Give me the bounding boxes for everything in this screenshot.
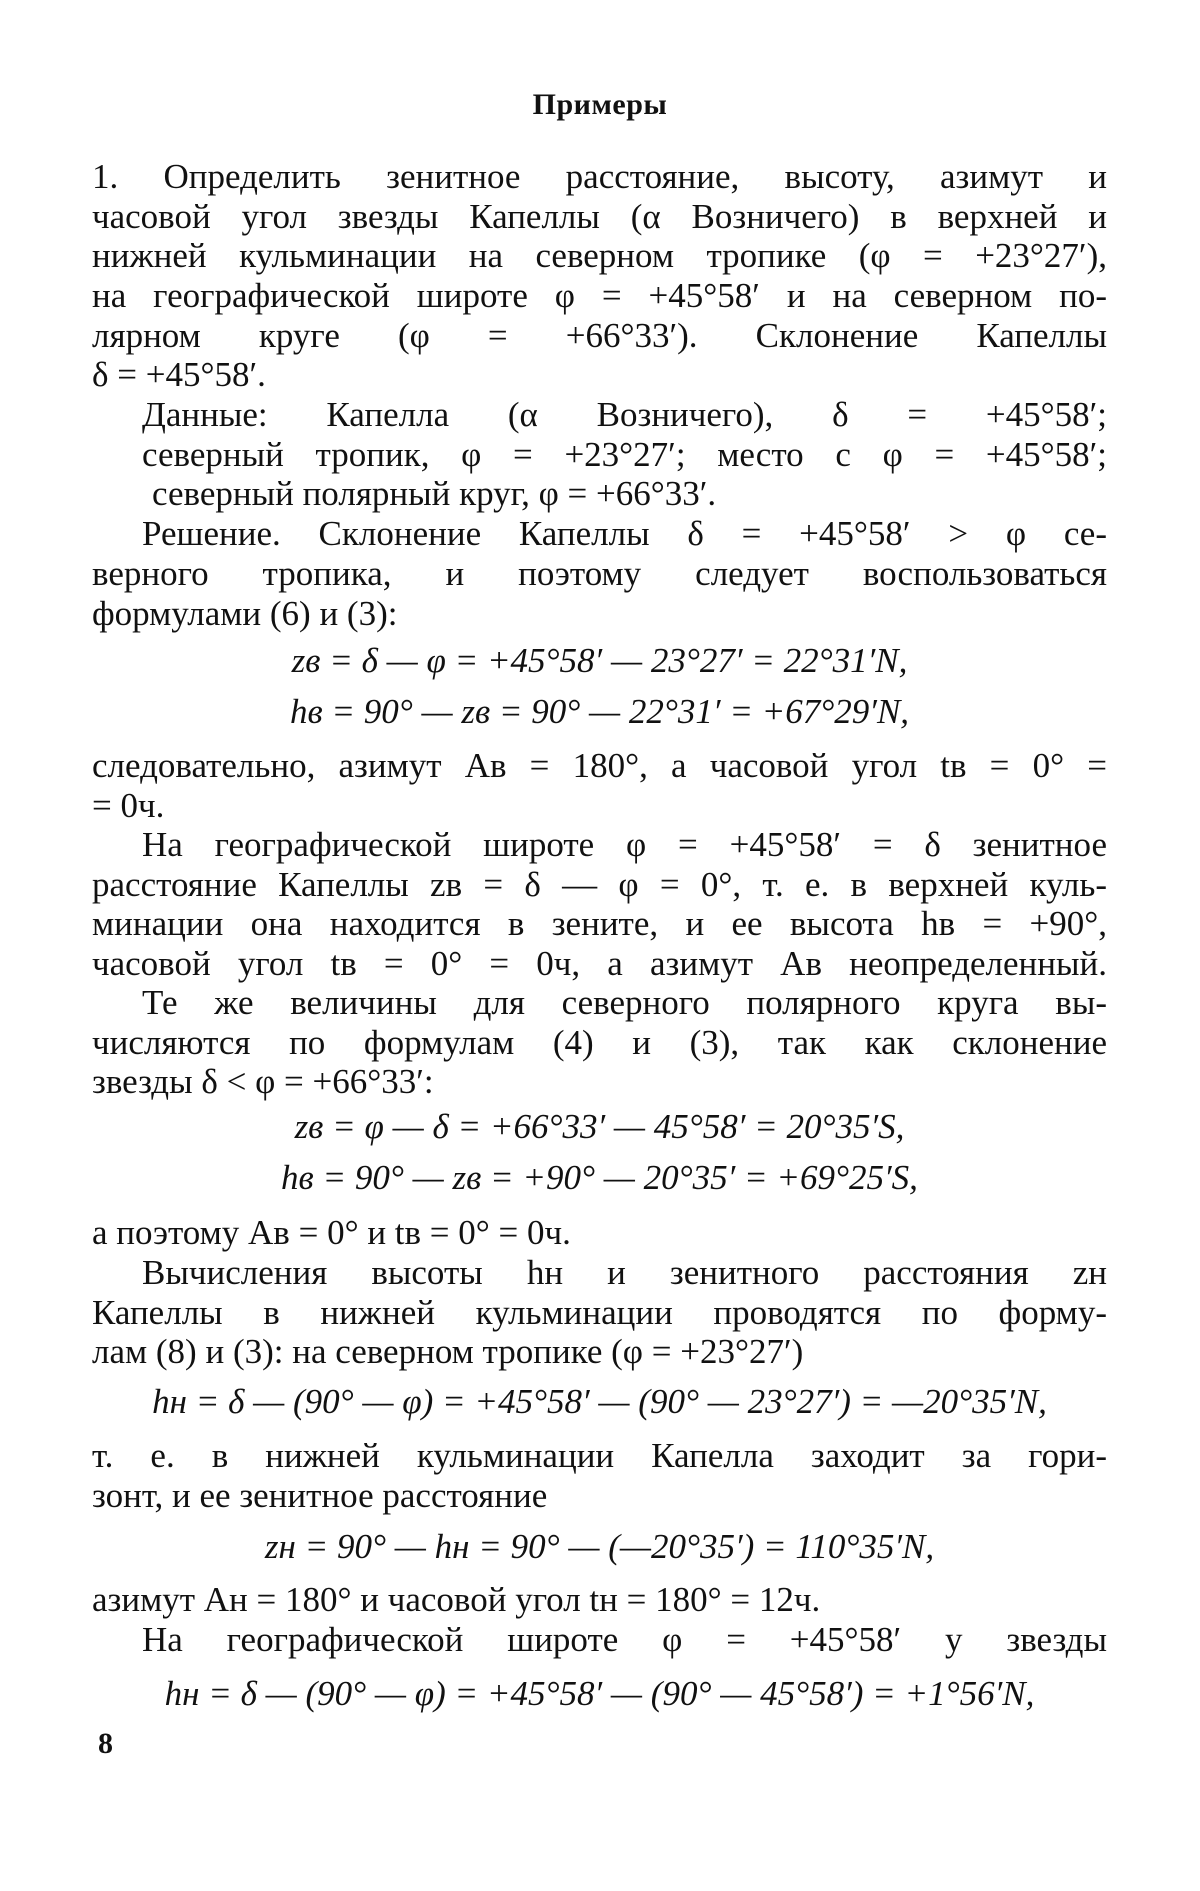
text-line: нижней кульминации на северном тропике (φ = +23°27′), — [92, 236, 1107, 275]
text-line: азимут Aн = 180° и часовой угол tн = 180° = 12ч. — [92, 1580, 821, 1619]
text-line: зонт, и ее зенитное расстояние — [92, 1476, 548, 1515]
text-line: лярном круге (φ = +66°33′). Склонение Капеллы — [92, 316, 1107, 355]
text-line: часовой угол tв = 0° = 0ч, а азимут Aв неопределенный. — [92, 944, 1107, 983]
text-line: Капеллы в нижней кульминации проводятся по форму- — [92, 1293, 1107, 1332]
page-number: 8 — [98, 1727, 113, 1760]
text-line: расстояние Капеллы zв = δ — φ = 0°, т. е. в верхней куль- — [92, 865, 1107, 904]
text-line: На географической широте φ = +45°58′ у звезды — [142, 1620, 1107, 1659]
text-line: на географической широте φ = +45°58′ и на северном по- — [92, 276, 1107, 315]
data-line: северный полярный круг, φ = +66°33′. — [152, 474, 717, 513]
equation: zн = 90° — hн = 90° — (—20°35′) = 110°35′N, — [264, 1527, 935, 1566]
text-line: т. е. в нижней кульминации Капелла заходит за гори- — [92, 1436, 1107, 1475]
text-line: формулами (6) и (3): — [92, 594, 398, 633]
equation: hв = 90° — zв = 90° — 22°31′ = +67°29′N, — [289, 692, 910, 731]
text-line: Вычисления высоты hн и зенитного расстояния zн — [142, 1253, 1107, 1292]
data-line: Данные: Капелла (α Возничего), δ = +45°58′; — [142, 395, 1107, 434]
text-line: часовой угол звезды Капеллы (α Возничего) в верхней и — [92, 197, 1107, 236]
text-line: На географической широте φ = +45°58′ = δ зенитное — [142, 825, 1107, 864]
equation: hн = δ — (90° — φ) = +45°58′ — (90° — 45°58′) = +1°56′N, — [164, 1674, 1035, 1713]
text-line: лам (8) и (3): на северном тропике (φ = +23°27′) — [92, 1332, 804, 1371]
text-line: Те же величины для северного полярного круга вы- — [142, 983, 1107, 1022]
equation: zв = δ — φ = +45°58′ — 23°27′ = 22°31′N, — [291, 641, 908, 680]
equation: zв = φ — δ = +66°33′ — 45°58′ = 20°35′S, — [294, 1107, 905, 1146]
text-line: числяются по формулам (4) и (3), так как склонение — [92, 1023, 1107, 1062]
text-line: 1. Определить зенитное расстояние, высоту, азимут и — [92, 157, 1107, 196]
equation: hв = 90° — zв = +90° — 20°35′ = +69°25′S, — [281, 1158, 918, 1197]
section-heading: Примеры — [532, 88, 668, 121]
text-line: минации она находится в зените, и ее высота hв = +90°, — [92, 904, 1107, 943]
text-line: звезды δ < φ = +66°33′: — [92, 1062, 434, 1101]
text-line: Решение. Склонение Капеллы δ = +45°58′ > φ се- — [142, 514, 1107, 553]
text-line: а поэтому Aв = 0° и tв = 0° = 0ч. — [92, 1213, 571, 1252]
equation: hн = δ — (90° — φ) = +45°58′ — (90° — 23°27′) = —20°35′N, — [152, 1382, 1047, 1421]
data-line: северный тропик, φ = +23°27′; место с φ = +45°58′; — [142, 435, 1107, 474]
text-line: = 0ч. — [92, 786, 165, 825]
text-line: следовательно, азимут Aв = 180°, а часовой угол tв = 0° = — [92, 746, 1107, 785]
text-line: δ = +45°58′. — [92, 355, 266, 394]
text-line: верного тропика, и поэтому следует воспользоваться — [92, 554, 1107, 593]
